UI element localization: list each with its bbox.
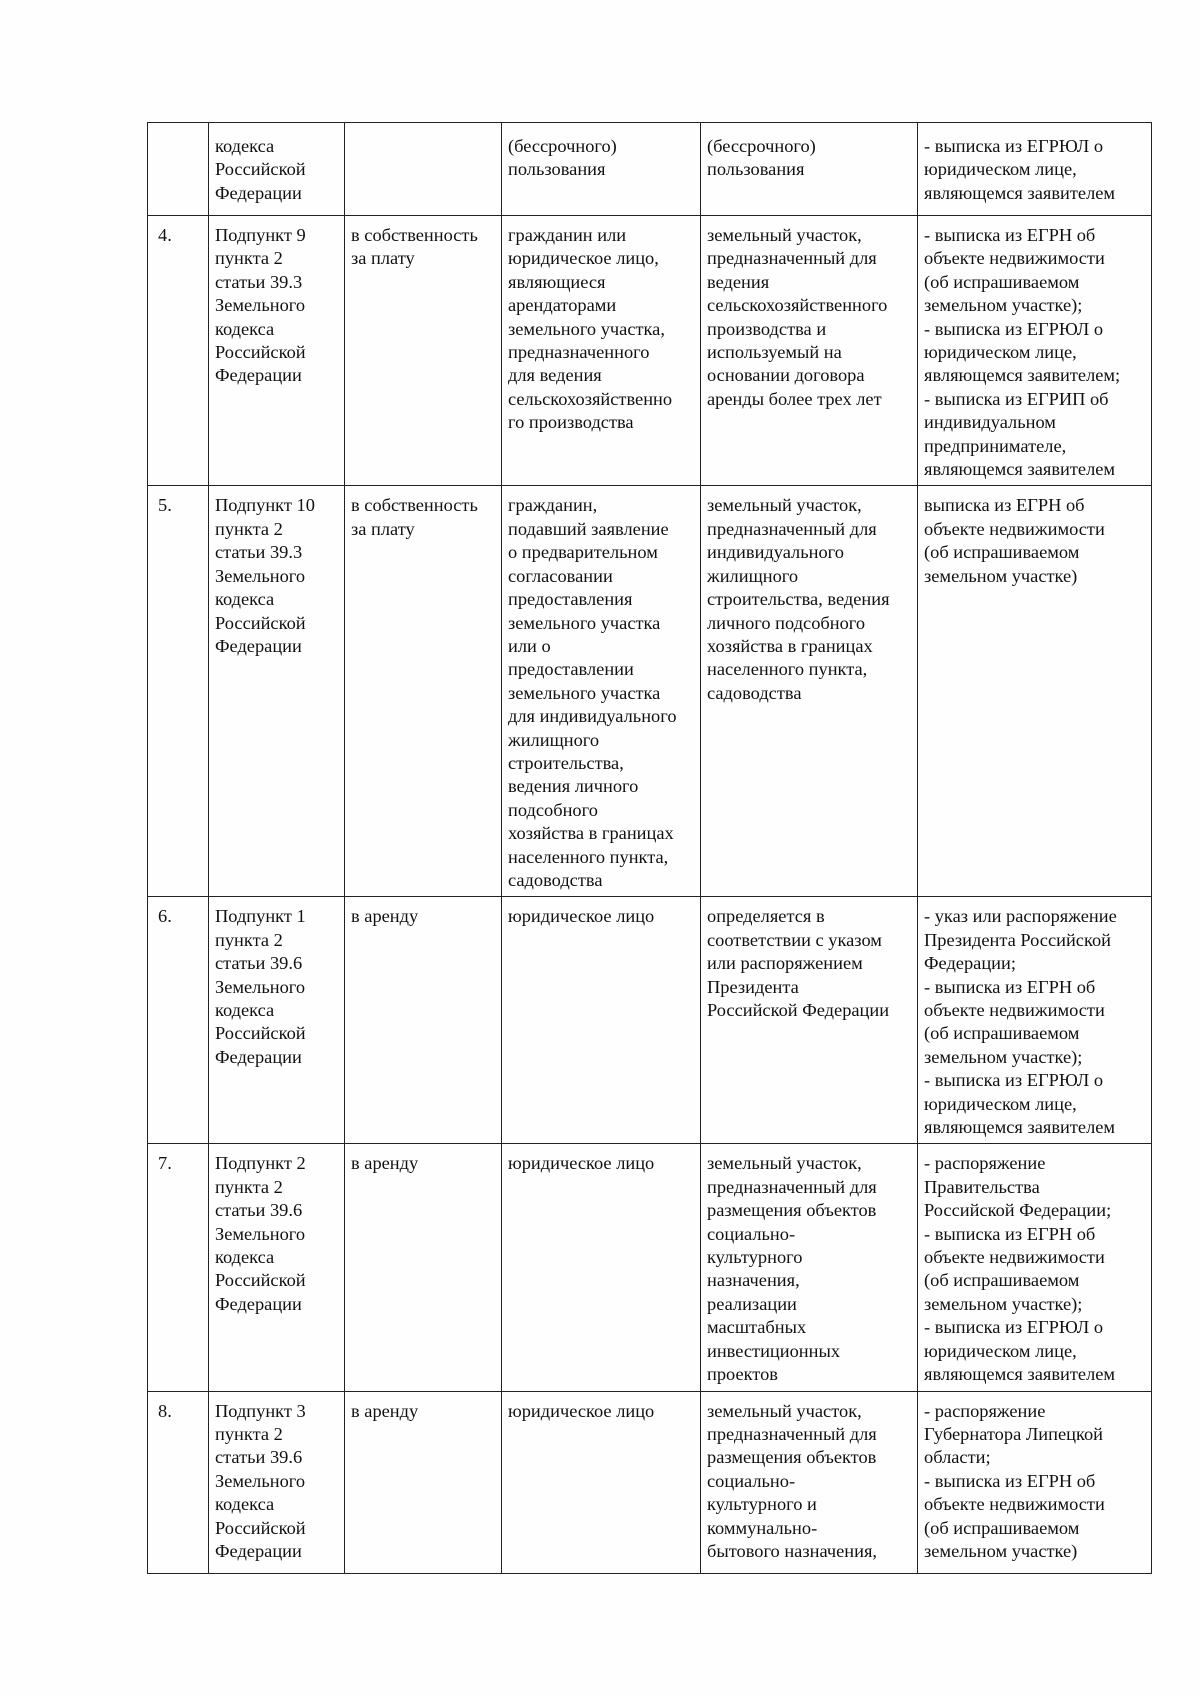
land-plot-line: реализации: [707, 1293, 797, 1314]
land-plot-line: производства и: [707, 318, 827, 339]
row-number-cell: [148, 1144, 209, 1391]
document-line: предпринимателе,: [924, 435, 1067, 456]
applicant-line: жилищного: [508, 729, 600, 750]
land-plot-line: размещения объектов: [707, 1200, 877, 1221]
applicant-line: юридическое лицо,: [508, 248, 659, 269]
document-line: объекте недвижимости: [924, 1247, 1105, 1268]
applicant-cell: [502, 216, 701, 486]
document-line: объекте недвижимости: [924, 248, 1105, 269]
documents-cell: [918, 216, 1152, 486]
legal-basis-line: Подпункт 1: [215, 906, 306, 927]
document-line: земельном участке);: [924, 1293, 1083, 1314]
document-line: являющемся заявителем: [924, 459, 1116, 480]
document-line: земельном участке): [924, 1540, 1078, 1561]
legal-basis-cell: [209, 216, 345, 486]
document-line: (об испрашиваемом: [924, 1517, 1080, 1538]
land-plot-line: проектов: [707, 1364, 778, 1385]
applicant-cell: [502, 123, 701, 216]
legal-basis-line: Подпункт 9: [215, 225, 306, 245]
applicant-cell: [502, 1391, 701, 1573]
provision-type-cell: [345, 1391, 502, 1573]
document-line: Правительства: [924, 1176, 1040, 1197]
documents-cell: [918, 1391, 1152, 1573]
document-line: выписка из ЕГРН об: [924, 495, 1085, 516]
document-line: (об испрашиваемом: [924, 542, 1080, 563]
document-line: - выписка из ЕГРЮЛ о: [924, 1070, 1104, 1091]
legal-basis-line: Подпункт 10: [215, 495, 315, 516]
provision-type-cell: [345, 216, 502, 486]
applicant-line: садоводства: [508, 869, 603, 890]
document-line: Российской Федерации;: [924, 1200, 1112, 1221]
legal-basis-line: статьи 39.3: [215, 542, 303, 563]
land-plot-line: предназначенный для: [707, 1176, 877, 1197]
land-plot-line: хозяйства в границах: [707, 635, 873, 656]
applicant-line: го производства: [508, 412, 634, 433]
land-plot-line: Президента: [707, 976, 799, 997]
legal-basis-line: Российской: [215, 1517, 306, 1538]
document-line: являющемся заявителем: [924, 1117, 1116, 1138]
document-line: - выписка из ЕГРН об: [924, 976, 1096, 997]
legal-basis-line: статьи 39.6: [215, 1447, 303, 1468]
applicant-line: юридическое лицо: [508, 1153, 655, 1174]
land-plot-line: культурного: [707, 1247, 803, 1268]
provision-type-line: в собственность: [351, 225, 478, 245]
legal-basis-line: Федерации: [215, 1540, 302, 1561]
applicant-line: (бессрочного): [508, 136, 617, 156]
land-plot-line: предназначенный для: [707, 248, 877, 269]
legal-basis-cell: [209, 1391, 345, 1573]
applicant-line: подсобного: [508, 799, 598, 820]
document-line: (об испрашиваемом: [924, 271, 1080, 292]
land-plot-line: сельскохозяйственного: [707, 295, 888, 316]
applicant-line: земельного участка,: [508, 318, 665, 339]
row-number-cell: [148, 897, 209, 1144]
applicant-line: или о: [508, 635, 551, 656]
applicant-line: для индивидуального: [508, 706, 677, 727]
row-number: 6.: [158, 906, 172, 927]
legal-basis-cell: [209, 1144, 345, 1391]
land-plot-line: инвестиционных: [707, 1340, 841, 1361]
land-plot-line: населенного пункта,: [707, 659, 868, 680]
document-line: - указ или распоряжение: [924, 906, 1117, 927]
provision-type-line: в аренду: [351, 1153, 419, 1174]
document-line: - распоряжение: [924, 1153, 1046, 1174]
table-row: [148, 486, 1152, 897]
land-plot-cell: [701, 486, 918, 897]
document-line: юридическом лице,: [924, 1093, 1077, 1114]
document-line: - выписка из ЕГРЮЛ о: [924, 1317, 1104, 1338]
land-plot-line: предназначенный для: [707, 1423, 877, 1444]
land-plot-line: строительства, ведения: [707, 589, 890, 610]
legal-basis-line: Российской: [215, 159, 306, 180]
legal-basis-line: статьи 39.6: [215, 953, 303, 974]
land-plot-line: личного подсобного: [707, 612, 866, 633]
document-line: - выписка из ЕГРЮЛ о: [924, 136, 1104, 156]
land-plot-line: культурного и: [707, 1494, 817, 1515]
land-plot-line: соответствии с указом: [707, 929, 882, 950]
land-plot-line: земельный участок,: [707, 1153, 862, 1174]
legal-basis-line: Российской: [215, 1270, 306, 1291]
land-plot-line: размещения объектов: [707, 1447, 877, 1468]
legal-basis-line: кодекса: [215, 1000, 275, 1020]
land-plot-line: коммунально-: [707, 1517, 818, 1538]
document-line: - выписка из ЕГРИП об: [924, 388, 1109, 409]
legal-basis-line: Земельного: [215, 976, 306, 997]
document-line: объекте недвижимости: [924, 1000, 1105, 1020]
legal-basis-line: Российской: [215, 612, 306, 633]
document-line: юридическом лице,: [924, 1340, 1077, 1361]
legal-basis-line: пункта 2: [215, 518, 283, 539]
document-line: - выписка из ЕГРН об: [924, 1223, 1096, 1244]
row-number: 5.: [158, 495, 172, 516]
land-plot-line: земельный участок,: [707, 495, 862, 516]
legal-basis-line: пункта 2: [215, 929, 283, 950]
applicant-line: подавший заявление: [508, 518, 669, 539]
legal-basis-line: Земельного: [215, 1223, 306, 1244]
legal-basis-line: кодекса: [215, 136, 275, 156]
legal-basis-line: пункта 2: [215, 1176, 283, 1197]
documents-cell: [918, 486, 1152, 897]
legal-basis-line: Российской: [215, 1023, 306, 1044]
legal-basis-line: пункта 2: [215, 248, 283, 269]
document-line: (об испрашиваемом: [924, 1270, 1080, 1291]
provision-type-line: в аренду: [351, 1400, 419, 1421]
document-line: - выписка из ЕГРН об: [924, 225, 1096, 245]
land-plot-line: бытового назначения,: [707, 1540, 878, 1561]
applicant-line: земельного участка: [508, 682, 661, 703]
table-row: [148, 216, 1152, 486]
document-line: юридическом лице,: [924, 159, 1077, 180]
legal-basis-cell: [209, 123, 345, 216]
land-plot-line: используемый на: [707, 342, 842, 363]
legal-basis-line: статьи 39.6: [215, 1200, 303, 1221]
documents-cell: [918, 897, 1152, 1144]
provision-type-line: за плату: [351, 248, 415, 269]
land-plot-line: пользования: [707, 159, 805, 180]
applicant-line: населенного пункта,: [508, 846, 669, 867]
legal-basis-line: Подпункт 2: [215, 1153, 306, 1174]
legal-basis-line: Земельного: [215, 295, 306, 316]
provision-type-line: за плату: [351, 518, 415, 539]
applicant-line: сельскохозяйственно: [508, 388, 673, 409]
applicant-cell: [502, 897, 701, 1144]
land-plot-line: Российской Федерации: [707, 1000, 890, 1020]
legal-basis-line: кодекса: [215, 1494, 275, 1515]
row-number: 7.: [158, 1153, 172, 1174]
land-plot-line: земельный участок,: [707, 225, 862, 245]
legal-basis-line: Земельного: [215, 1470, 306, 1491]
land-plot-line: аренды более трех лет: [707, 388, 882, 409]
land-plot-line: индивидуального: [707, 542, 844, 563]
legal-basis-line: Федерации: [215, 1046, 302, 1067]
table-row: [148, 1391, 1152, 1573]
applicant-line: ведения личного: [508, 776, 639, 797]
row-number-cell: [148, 486, 209, 897]
land-plot-cell: [701, 1391, 918, 1573]
table-body: [148, 123, 1152, 1574]
document-line: являющемся заявителем: [924, 182, 1116, 203]
applicant-line: арендаторами: [508, 295, 617, 316]
document-line: юридическом лице,: [924, 342, 1077, 363]
provision-type-cell: [345, 897, 502, 1144]
document-line: - выписка из ЕГРН об: [924, 1470, 1096, 1491]
land-plot-line: определяется в: [707, 906, 825, 927]
land-plot-cell: [701, 897, 918, 1144]
document-line: (об испрашиваемом: [924, 1023, 1080, 1044]
table-row: [148, 1144, 1152, 1391]
applicant-line: предоставлении: [508, 659, 634, 680]
legal-basis-line: Федерации: [215, 365, 302, 386]
land-plot-line: масштабных: [707, 1317, 807, 1338]
land-plot-line: социально-: [707, 1470, 796, 1491]
document-line: объекте недвижимости: [924, 1494, 1105, 1515]
applicant-line: гражданин или: [508, 225, 627, 245]
row-number: 4.: [158, 225, 172, 245]
provision-type-cell: [345, 486, 502, 897]
row-number-cell: [148, 1391, 209, 1573]
legal-basis-line: Российской: [215, 342, 306, 363]
legal-basis-line: Подпункт 3: [215, 1400, 306, 1421]
legal-basis-line: кодекса: [215, 1247, 275, 1268]
provision-type-cell: [345, 123, 502, 216]
row-number-cell: [148, 216, 209, 486]
row-number: 8.: [158, 1400, 172, 1421]
document-line: земельном участке);: [924, 295, 1083, 316]
land-plot-cell: [701, 1144, 918, 1391]
legal-basis-line: кодекса: [215, 589, 275, 610]
land-plot-line: жилищного: [707, 565, 799, 586]
applicant-line: являющиеся: [508, 271, 606, 292]
land-plot-line: назначения,: [707, 1270, 800, 1291]
document-line: земельном участке);: [924, 1046, 1083, 1067]
applicant-line: хозяйства в границах: [508, 823, 674, 844]
document-line: индивидуальном: [924, 412, 1056, 433]
applicant-line: гражданин,: [508, 495, 598, 516]
legal-basis-line: статьи 39.3: [215, 271, 303, 292]
land-plot-cell: [701, 123, 918, 216]
land-plot-line: социально-: [707, 1223, 796, 1244]
land-plot-line: садоводства: [707, 682, 802, 703]
applicant-line: юридическое лицо: [508, 1400, 655, 1421]
applicant-line: для ведения: [508, 365, 602, 386]
applicant-cell: [502, 1144, 701, 1391]
applicant-line: о предварительном: [508, 542, 658, 563]
land-plot-line: или распоряжением: [707, 953, 863, 974]
provision-type-line: в аренду: [351, 906, 419, 927]
applicant-line: согласовании: [508, 565, 613, 586]
land-plot-cell: [701, 216, 918, 486]
land-plot-line: ведения: [707, 271, 770, 292]
legal-basis-cell: [209, 897, 345, 1144]
document-line: объекте недвижимости: [924, 518, 1105, 539]
document-line: Федерации;: [924, 953, 1016, 974]
document-line: Губернатора Липецкой: [924, 1423, 1104, 1444]
document-line: области;: [924, 1447, 991, 1468]
document-line: - выписка из ЕГРЮЛ о: [924, 318, 1104, 339]
applicant-line: пользования: [508, 159, 606, 180]
legal-basis-cell: [209, 486, 345, 897]
legal-basis-line: Федерации: [215, 182, 302, 203]
land-plot-line: предназначенный для: [707, 518, 877, 539]
document-line: являющемся заявителем: [924, 1364, 1116, 1385]
applicant-line: строительства,: [508, 752, 624, 773]
documents-cell: [918, 1144, 1152, 1391]
document-line: земельном участке): [924, 565, 1078, 586]
legal-basis-line: Федерации: [215, 635, 302, 656]
documents-cell: [918, 123, 1152, 216]
applicant-line: земельного участка: [508, 612, 661, 633]
legal-basis-line: Земельного: [215, 565, 306, 586]
land-plot-line: основании договора: [707, 365, 865, 386]
land-plot-line: земельный участок,: [707, 1400, 862, 1421]
applicant-cell: [502, 486, 701, 897]
applicant-line: юридическое лицо: [508, 906, 655, 927]
table-row: [148, 897, 1152, 1144]
legal-basis-line: пункта 2: [215, 1423, 283, 1444]
provision-type-cell: [345, 1144, 502, 1391]
row-number-cell: [148, 123, 209, 216]
applicant-line: предоставления: [508, 589, 633, 610]
table-row: [148, 123, 1152, 216]
provision-type-line: в собственность: [351, 495, 478, 516]
document-line: - распоряжение: [924, 1400, 1046, 1421]
applicant-line: предназначенного: [508, 342, 650, 363]
document-line: являющемся заявителем;: [924, 365, 1121, 386]
legal-basis-line: кодекса: [215, 318, 275, 339]
legal-basis-line: Федерации: [215, 1293, 302, 1314]
document-line: Президента Российской: [924, 929, 1111, 950]
land-plot-line: (бессрочного): [707, 136, 816, 156]
land-provision-table: [147, 122, 1152, 1574]
